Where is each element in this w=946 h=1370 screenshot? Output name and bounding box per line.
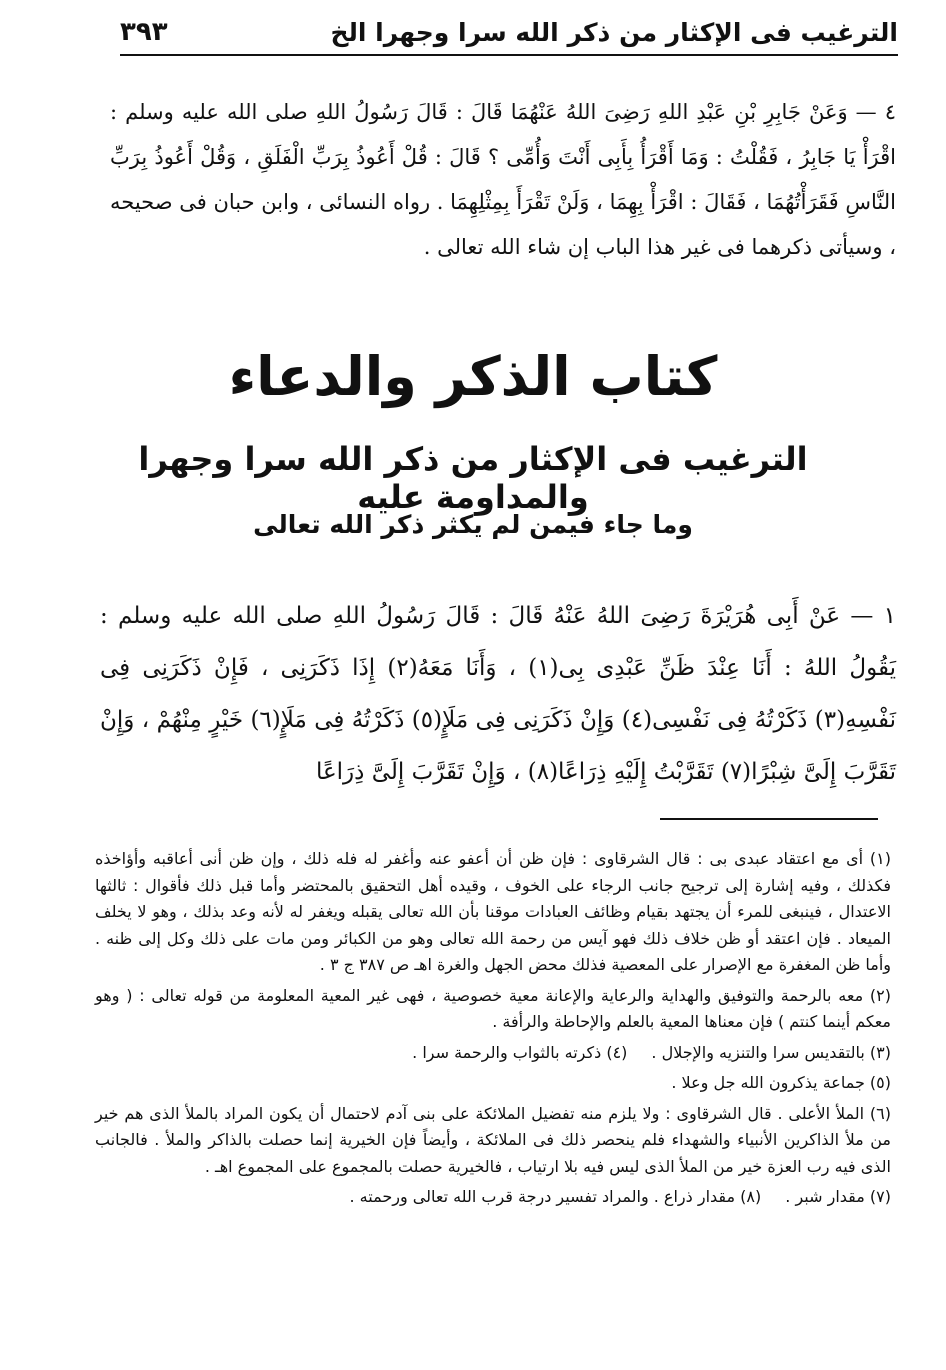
chapter-subtitle: وما جاء فيمن لم يكثر ذكر الله تعالى — [253, 510, 693, 539]
footnote-7: (٧) مقدار شبر . — [785, 1187, 891, 1206]
chapter-title: الترغيب فى الإكثار من ذكر الله سرا وجهرا والمداومة عليه — [138, 440, 808, 516]
footnote-row-3-4 — [95, 1040, 891, 1067]
footnote-5: (٥) جماعة يذكرون الله جل وعلا . — [671, 1073, 891, 1092]
footnote-4: (٤) ذكرته بالثواب والرحمة سرا . — [412, 1042, 628, 1062]
hadith-1-block — [100, 590, 896, 798]
footnote-3: (٣) بالتقديس سرا والتنزيه والإجلال . — [651, 1042, 891, 1062]
footnote-divider — [660, 818, 878, 820]
footnote-6: (٦) الملأ الأعلى . قال الشرقاوى : ولا يلزم منه تفضيل الملائكة على بنى آدم لاحتمال أن يكون المراد بالملأ الذى هم خير من ملأ الذاكرين الأنبياء والشهداء فلم ينحصر ذلك فى الملائكة ، وأيضاً فإن الخيرية إنما حصلت بالذاكر والملأ . فالجانب الذى فيه رب العزة خير من الملأ الذى ليس فيه بلا ارتياب ، فالخيرية حصلت بالمجموع على المجموع اهـ . — [95, 1103, 891, 1176]
hadith-1-text: ١ — عَنْ أَبِى هُرَيْرَةَ رَضِىَ اللهُ عَنْهُ قَالَ : قَالَ رَسُولُ اللهِ صلى الله عليه وسلم : يَقُولُ اللهُ : أَنَا عِنْدَ ظَنِّ عَبْدِى بِى(١) ، وَأَنَا مَعَهُ(٢) إِذَا ذَكَرَنِى ، فَإِنْ ذَكَرَنِى فِى نَفْسِهِ(٣) ذَكَرْتُهُ فِى نَفْسِى(٤) وَإِنْ ذَكَرَنِى فِى مَلَإٍ(٥) ذَكَرْتُهُ فِى مَلَإٍ(٦) خَيْرٍ مِنْهُمْ ، وَإِنْ تَقَرَّبَ إِلَىَّ شِبْرًا(٧) تَقَرَّبْتُ إِلَيْهِ ذِرَاعًا(٨) ، وَإِنْ تَقَرَّبَ إِلَىَّ ذِرَاعًا — [100, 603, 896, 785]
footnotes — [95, 846, 891, 1215]
footnote-8: (٨) مقدار ذراع . والمراد تفسير درجة قرب الله تعالى ورحمته . — [349, 1187, 762, 1206]
book-title: كتاب الذكر والدعاء — [228, 345, 718, 408]
running-header — [120, 10, 898, 56]
page-number: ٣٩٣ — [120, 17, 168, 47]
header-title: الترغيب فى الإكثار من ذكر الله سرا وجهرا الخ — [330, 17, 898, 47]
footnote-2: (٢) معه بالرحمة والتوفيق والهداية والرعاية والإعانة معية خصوصية ، فهى غير المعية المعلومة من قوله تعالى : ( وهو معكم أينما كنتم ) فإن معناها المعية بالعلم والإحاطة والرأفة . — [95, 985, 891, 1031]
footnote-1: (١) أى مع اعتقاد عبدى بى : قال الشرقاوى : فإن ظن أن أعفو عنه وأغفر له فله ذلك ، وإن ظن أنى أعاقبه وأؤاخذه فكذلك ، وفيه إشارة إلى ترجيح جانب الرجاء على الخوف ، وقيده أهل التحقيق بالمحتضر وأما قبل ذلك فأقوال : ثالثها الاعتدال ، فينبغى للمرء أن يجتهد بقيام وظائف العبادات موقنا بأن الله تعالى يقبله ويغفر له لأنه وعد بذلك ، وهو لا يخلف الميعاد . فإن اعتقد أو ظن خلاف ذلك فهو آيس من رحمة الله تعالى وهو من الكبائر ومن مات على ذلك وكل إلى ظنه . وأما ظن المغفرة مع الإصرار على المعصية فذلك محض الجهل والغرة اهـ ص ٣٨٧ ج ٣ . — [95, 849, 891, 974]
footnote-row-7-8 — [95, 1184, 891, 1211]
hadith-4-block — [110, 90, 896, 270]
hadith-4-text: ٤ — وَعَنْ جَابِرِ بْنِ عَبْدِ اللهِ رَضِىَ اللهُ عَنْهُمَا قَالَ : قَالَ رَسُولُ اللهِ صلى الله عليه وسلم : اقْرَأْ يَا جَابِرُ ، فَقُلْتُ : وَمَا أَقْرَأُ بِأَبِى أَنْتَ وَأُمِّى ؟ قَالَ : قُلْ أَعُوذُ بِرَبِّ الْفَلَقِ ، وَقُلْ أَعُوذُ بِرَبِّ النَّاسِ فَقَرَأْتُهُمَا ، فَقَالَ : اقْرَأْ بِهِمَا ، وَلَنْ تَقْرَأَ بِمِثْلِهِمَا . رواه النسائى ، وابن حبان فى صحيحه ، وسيأتى ذكرهما فى غير هذا الباب إن شاء الله تعالى . — [110, 100, 896, 259]
